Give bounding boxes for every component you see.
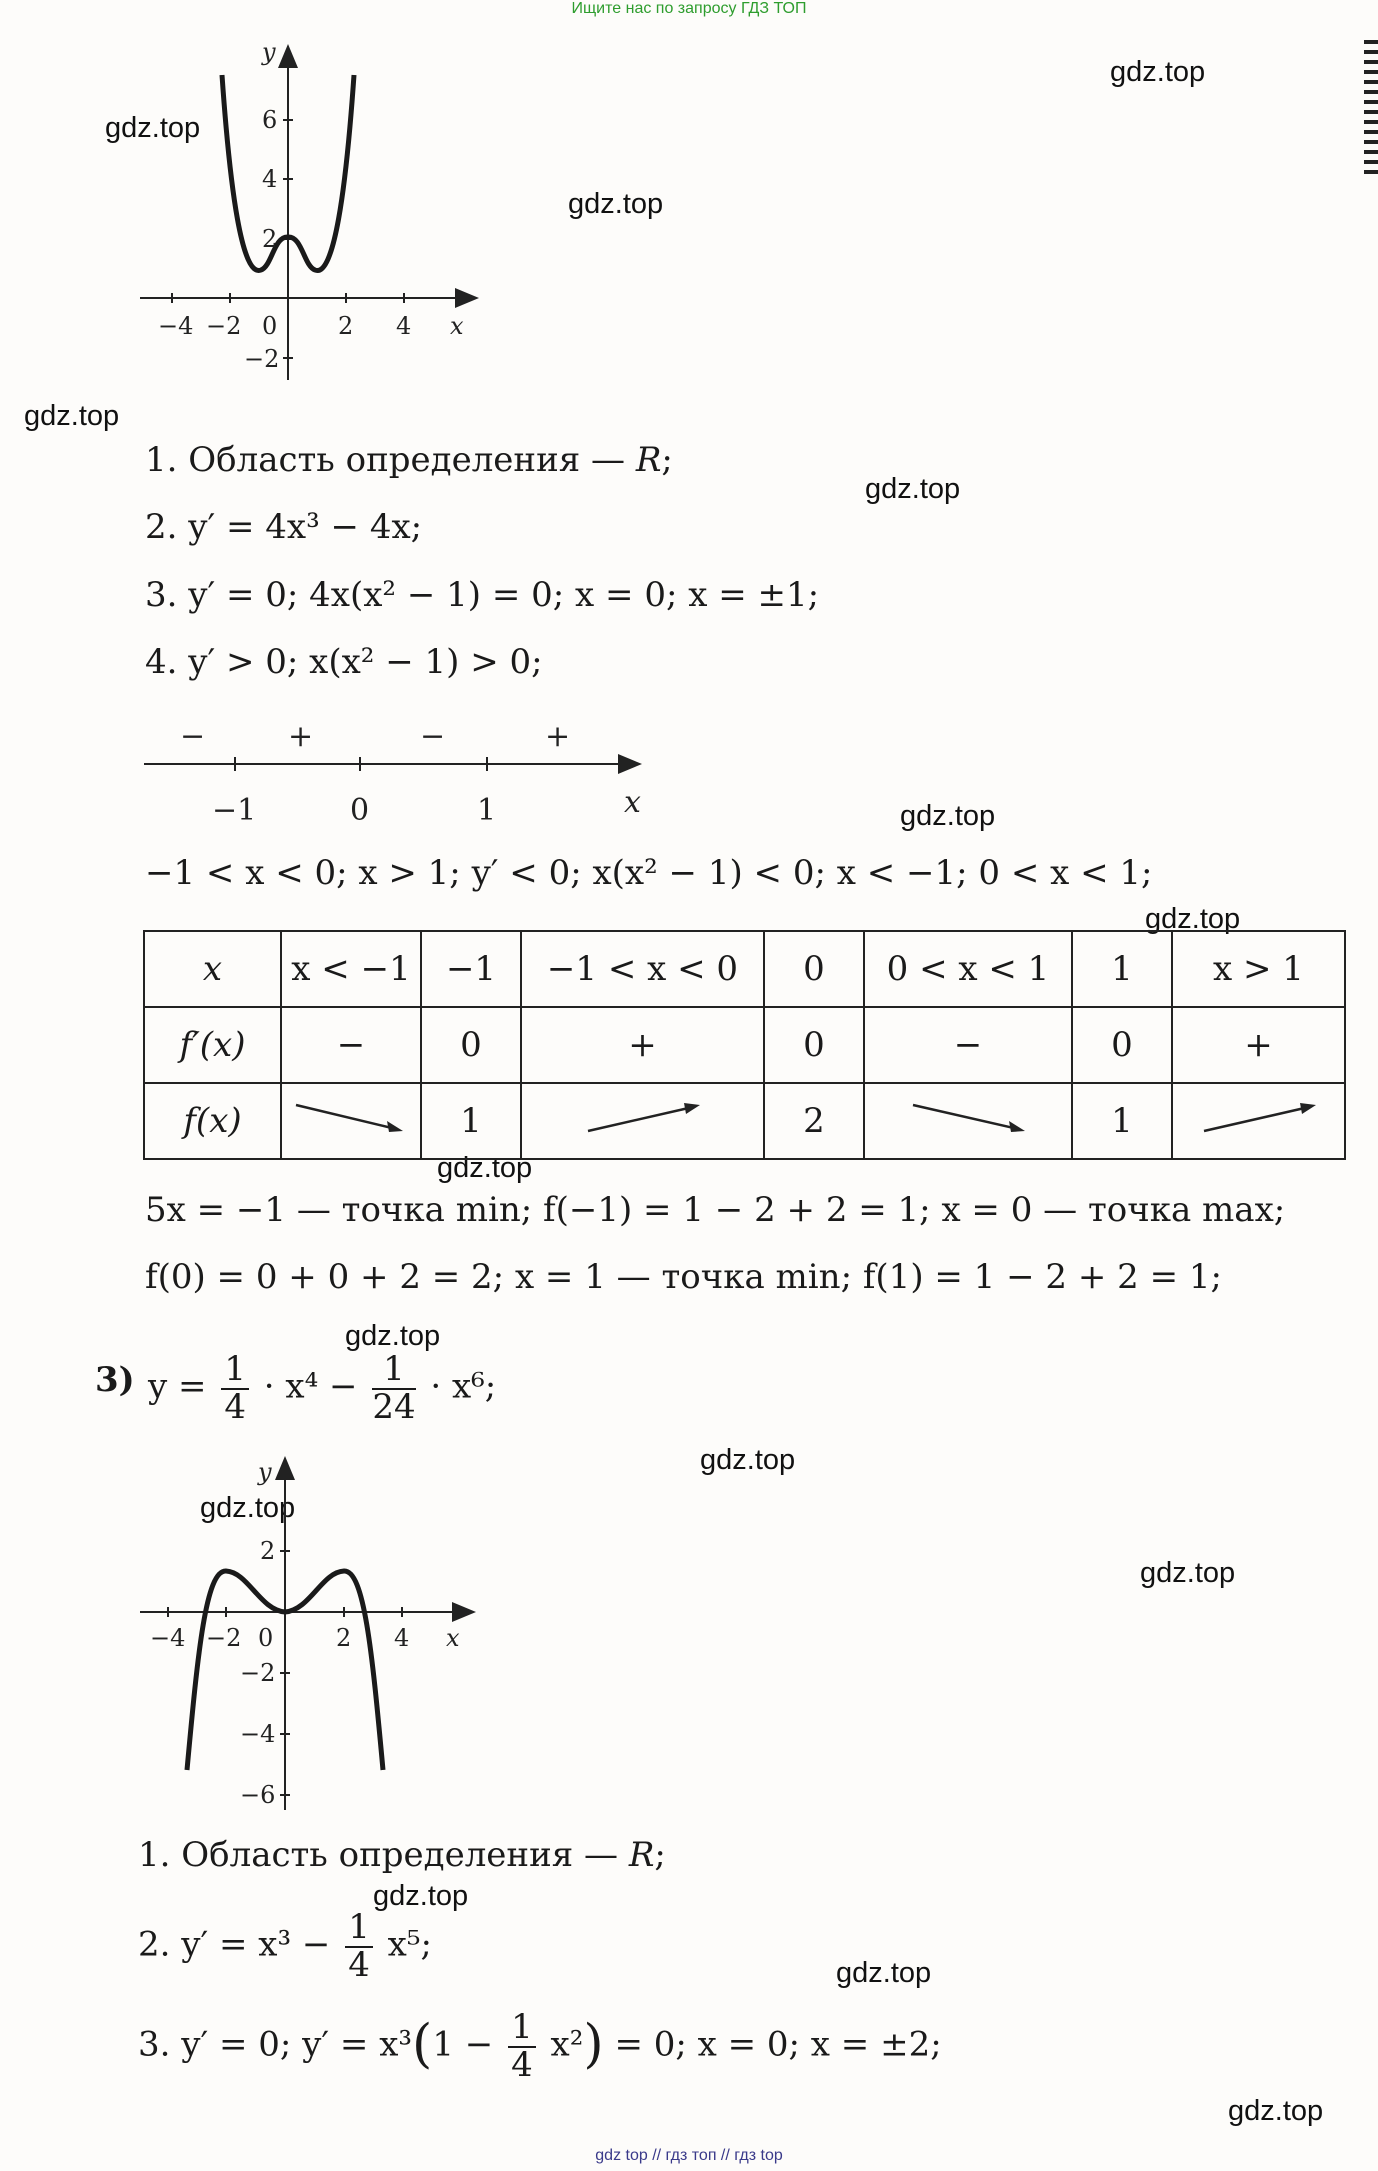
watermark: gdz.top	[1145, 903, 1241, 935]
cell: 0	[764, 1007, 864, 1083]
variation-table	[143, 930, 1346, 1160]
intervals: −1 < x < 0; x > 1; y′ < 0; x(x² − 1) < 0; x < −1; 0 < x < 1;	[145, 853, 1153, 893]
bottom-banner: gdz top // гдз топ // гдз top	[595, 2147, 783, 2164]
sign: +	[288, 719, 314, 754]
watermark: gdz.top	[836, 1957, 932, 1989]
extrema-line-1: 5x = −1 — точка min; f(−1) = 1 − 2 + 2 = 1; x = 0 — точка max;	[145, 1190, 1286, 1230]
sign: +	[545, 719, 571, 754]
sign-number-line	[140, 712, 660, 837]
cell: +	[521, 1007, 764, 1083]
x-tick: 4	[396, 312, 412, 340]
y-tick: 2	[262, 225, 278, 253]
sign: −	[180, 719, 206, 754]
y-label: y	[258, 1458, 272, 1486]
x-tick: 2	[336, 1624, 352, 1652]
watermark: gdz.top	[1110, 56, 1206, 88]
y-tick: 2	[260, 1537, 276, 1565]
step-2: 2. y′ = x³ − $\frac{1}{4}$ x⁵;	[138, 1907, 432, 1985]
var: x	[624, 785, 641, 820]
y-tick: −2	[240, 1659, 276, 1687]
watermark: gdz.top	[1228, 2095, 1324, 2127]
y-tick: −2	[244, 345, 280, 373]
cell: 0 < x < 1	[864, 931, 1072, 1007]
top-banner: Ищите нас по запросу ГДЗ ТОП	[571, 0, 807, 17]
watermark: gdz.top	[373, 1880, 469, 1912]
step-4: 4. y′ > 0; x(x² − 1) > 0;	[145, 642, 543, 682]
cell: 1	[1072, 1083, 1172, 1159]
cell: 1	[1072, 931, 1172, 1007]
watermark: gdz.top	[1140, 1557, 1236, 1589]
point: 1	[477, 793, 497, 828]
cell: x > 1	[1172, 931, 1345, 1007]
x-label: x	[446, 1624, 460, 1652]
x-tick: 0	[258, 1624, 274, 1652]
watermark: gdz.top	[568, 188, 664, 220]
watermark: gdz.top	[437, 1152, 533, 1184]
sign: −	[420, 719, 446, 754]
y-label: y	[262, 40, 276, 66]
cell: 0	[1072, 1007, 1172, 1083]
cell: 0	[421, 1007, 521, 1083]
x-label: x	[450, 312, 464, 340]
cell: 1	[421, 1083, 521, 1159]
step-3: 3. y′ = 0; 4x(x² − 1) = 0; x = 0; x = ±1;	[145, 575, 820, 615]
x-tick: −2	[206, 1624, 242, 1652]
cell: −	[864, 1007, 1072, 1083]
watermark: gdz.top	[24, 400, 120, 432]
task-number: 3)	[95, 1360, 135, 1400]
cell: 2	[764, 1083, 864, 1159]
x-tick: 4	[394, 1624, 410, 1652]
function-formula: y = $\frac{1}{4}$ · x⁴ − $\frac{1}{24}$ · x⁶;	[148, 1349, 497, 1427]
step-1: 1. Область определения — R;	[138, 1835, 666, 1875]
y-tick: 4	[262, 165, 278, 193]
step-2: 2. y′ = 4x³ − 4x;	[145, 507, 423, 547]
y-tick: 6	[262, 106, 278, 134]
x-tick: −4	[150, 1624, 186, 1652]
x-tick: −2	[206, 312, 242, 340]
arrow-up-icon	[1172, 1083, 1345, 1159]
x-tick: 2	[338, 312, 354, 340]
point: −1	[212, 793, 257, 828]
graph-1	[140, 40, 490, 390]
cell: x < −1	[281, 931, 421, 1007]
arrow-up-icon	[521, 1083, 764, 1159]
step-3: 3. y′ = 0; y′ = x³(1 − $\frac{1}{4}$ x²) = 0; x = 0; x = ±2;	[138, 2007, 942, 2085]
watermark: gdz.top	[700, 1444, 796, 1476]
watermark: gdz.top	[105, 112, 201, 144]
watermark: gdz.top	[900, 800, 996, 832]
cell: +	[1172, 1007, 1345, 1083]
y-tick: −4	[240, 1720, 276, 1748]
cell: f′(x)	[179, 1025, 246, 1065]
x-tick: −4	[158, 312, 194, 340]
cell: −	[281, 1007, 421, 1083]
graph-2	[140, 1450, 490, 1820]
cell: x	[202, 949, 223, 989]
cell: −1	[421, 931, 521, 1007]
step-1: 1. Область определения — R;	[145, 440, 673, 480]
watermark: gdz.top	[865, 473, 961, 505]
arrow-down-icon	[281, 1083, 421, 1159]
point: 0	[350, 793, 370, 828]
watermark: gdz.top	[345, 1320, 441, 1352]
watermark: gdz.top	[200, 1492, 296, 1524]
arrow-down-icon	[864, 1083, 1072, 1159]
x-tick: 0	[262, 312, 278, 340]
extrema-line-2: f(0) = 0 + 0 + 2 = 2; x = 1 — точка min; f(1) = 1 − 2 + 2 = 1;	[145, 1257, 1222, 1297]
y-tick: −6	[240, 1781, 276, 1809]
cell: 0	[764, 931, 864, 1007]
cell: −1 < x < 0	[521, 931, 764, 1007]
cell: f(x)	[183, 1101, 242, 1141]
edge-marks	[1364, 40, 1378, 180]
